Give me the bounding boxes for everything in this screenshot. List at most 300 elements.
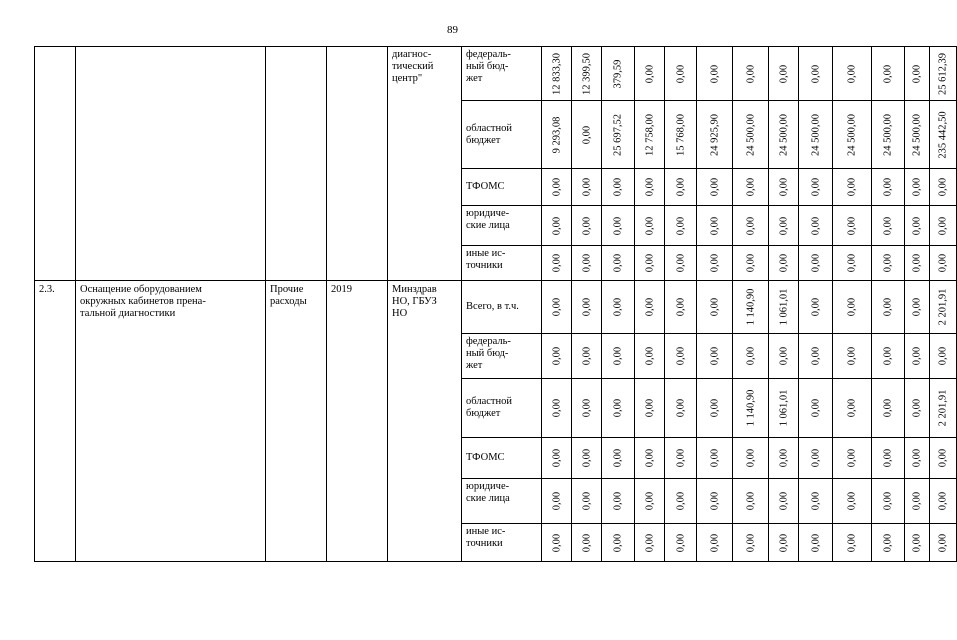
source-label: областной бюджет: [466, 396, 512, 419]
cell-value: 0,00: [846, 398, 858, 418]
source-cell: [462, 479, 542, 524]
cell-value: 0,00: [937, 346, 949, 366]
value-cell: [665, 206, 697, 246]
cell-value: 0,00: [745, 448, 756, 468]
cell-value: 0,00: [644, 177, 655, 197]
value-cell: [733, 281, 769, 334]
value-cell: [635, 524, 665, 562]
value-cell: [872, 246, 905, 281]
cell-value: 0,00: [778, 491, 789, 511]
value-cell: [872, 438, 905, 479]
expense-type: Прочие расходы: [270, 284, 307, 307]
cell-value: 0,00: [846, 491, 858, 511]
total-cell: [930, 246, 957, 281]
cell-value: 0,00: [709, 253, 720, 273]
block1-type-cell: [266, 47, 327, 281]
cell-value: 0,00: [911, 64, 923, 83]
value-cell: [665, 438, 697, 479]
cell-value: 0,00: [810, 448, 821, 468]
cell-value: 0,00: [709, 297, 720, 317]
cell-value: 0,00: [846, 216, 858, 235]
value-cell: [733, 334, 769, 379]
cell-value: 0,00: [937, 533, 949, 552]
value-cell: [635, 379, 665, 438]
total-cell: [930, 169, 957, 206]
value-cell: [799, 169, 833, 206]
item-type-cell: [266, 281, 327, 562]
cell-value: 0,00: [612, 533, 624, 552]
cell-value: 0,00: [551, 346, 562, 366]
cell-value: 0,00: [709, 533, 720, 552]
source-label: иные ис- точники: [466, 248, 506, 271]
cell-value: 1 061,01: [778, 389, 789, 427]
cell-value: 0,00: [581, 448, 592, 468]
value-cell: [833, 206, 872, 246]
cell-value: 0,00: [846, 533, 858, 552]
cell-value: 0,00: [810, 398, 821, 418]
value-cell: [905, 379, 930, 438]
source-cell: [462, 524, 542, 562]
cell-value: 0,00: [778, 533, 789, 552]
total-cell: [930, 206, 957, 246]
value-cell: [665, 101, 697, 169]
value-cell: [799, 524, 833, 562]
value-cell: [542, 169, 572, 206]
value-cell: [733, 169, 769, 206]
value-cell: [635, 169, 665, 206]
cell-value: 1 061,01: [778, 288, 789, 326]
value-cell: [872, 479, 905, 524]
value-cell: [542, 479, 572, 524]
cell-value: 379,59: [612, 59, 624, 88]
value-cell: [733, 206, 769, 246]
value-cell: [542, 524, 572, 562]
value-cell: [542, 206, 572, 246]
cell-value: 0,00: [846, 64, 858, 83]
value-cell: [872, 524, 905, 562]
cell-value: 0,00: [745, 533, 756, 552]
table-row: [35, 47, 957, 101]
value-cell: [733, 524, 769, 562]
item-executor-cell: [388, 281, 462, 562]
value-cell: [635, 47, 665, 101]
cell-value: 0,00: [778, 177, 789, 197]
source-label: ТФОМС: [466, 452, 505, 463]
total-cell: [930, 334, 957, 379]
cell-value: 0,00: [745, 491, 756, 511]
cell-value: 0,00: [846, 253, 858, 273]
cell-value: 0,00: [612, 297, 624, 317]
value-cell: [665, 334, 697, 379]
source-label: областной бюджет: [466, 122, 512, 146]
cell-value: 0,00: [644, 448, 655, 468]
funding-table: [34, 46, 957, 562]
cell-value: 1 140,90: [745, 389, 756, 427]
value-cell: [665, 524, 697, 562]
cell-value: 0,00: [911, 216, 923, 235]
total-cell: [930, 438, 957, 479]
item-number: 2.3.: [39, 284, 55, 295]
cell-value: 0,00: [675, 398, 686, 418]
cell-value: 15 768,00: [675, 113, 686, 156]
cell-value: 1 140,90: [745, 288, 756, 326]
value-cell: [697, 246, 733, 281]
cell-value: 2 201,91: [937, 389, 949, 427]
cell-value: 0,00: [581, 491, 592, 511]
value-cell: [769, 206, 799, 246]
source-cell: [462, 206, 542, 246]
cell-value: 0,00: [911, 398, 923, 418]
cell-value: 0,00: [882, 297, 894, 317]
cell-value: 0,00: [612, 177, 624, 197]
value-cell: [769, 524, 799, 562]
source-cell: [462, 281, 542, 334]
value-cell: [602, 479, 635, 524]
total-cell: [930, 101, 957, 169]
cell-value: 12 833,30: [551, 52, 562, 95]
value-cell: [697, 281, 733, 334]
cell-value: 0,00: [644, 346, 655, 366]
cell-value: 12 399,50: [581, 52, 592, 95]
cell-value: 0,00: [937, 216, 949, 235]
value-cell: [733, 479, 769, 524]
value-cell: [833, 438, 872, 479]
org-name-tail: диагнос- тический центр": [392, 49, 434, 84]
value-cell: [635, 479, 665, 524]
value-cell: [665, 169, 697, 206]
cell-value: 0,00: [709, 491, 720, 511]
value-cell: [572, 246, 602, 281]
cell-value: 0,00: [911, 448, 923, 468]
cell-value: 0,00: [911, 177, 923, 197]
value-cell: [635, 246, 665, 281]
cell-value: 2 201,91: [937, 288, 949, 326]
value-cell: [602, 169, 635, 206]
value-cell: [665, 281, 697, 334]
value-cell: [905, 206, 930, 246]
cell-value: 0,00: [882, 346, 894, 366]
value-cell: [769, 334, 799, 379]
cell-value: 0,00: [810, 491, 821, 511]
cell-value: 0,00: [675, 216, 686, 235]
value-cell: [769, 479, 799, 524]
cell-value: 24 925,90: [709, 113, 720, 156]
value-cell: [542, 101, 572, 169]
cell-value: 0,00: [810, 177, 821, 197]
cell-value: 0,00: [644, 297, 655, 317]
cell-value: 0,00: [581, 177, 592, 197]
value-cell: [697, 101, 733, 169]
cell-value: 0,00: [551, 491, 562, 511]
cell-value: 0,00: [911, 533, 923, 552]
cell-value: 0,00: [551, 448, 562, 468]
cell-value: 0,00: [581, 297, 592, 317]
value-cell: [872, 334, 905, 379]
cell-value: 0,00: [745, 253, 756, 273]
cell-value: 0,00: [644, 253, 655, 273]
cell-value: 0,00: [709, 177, 720, 197]
value-cell: [905, 524, 930, 562]
value-cell: [635, 101, 665, 169]
cell-value: 0,00: [745, 177, 756, 197]
cell-value: 0,00: [551, 177, 562, 197]
total-cell: [930, 281, 957, 334]
cell-value: 0,00: [612, 253, 624, 273]
value-cell: [697, 206, 733, 246]
value-cell: [665, 246, 697, 281]
value-cell: [872, 281, 905, 334]
cell-value: 0,00: [581, 398, 592, 418]
value-cell: [872, 379, 905, 438]
value-cell: [799, 438, 833, 479]
value-cell: [733, 246, 769, 281]
value-cell: [572, 47, 602, 101]
cell-value: 0,00: [612, 346, 624, 366]
value-cell: [572, 524, 602, 562]
block1-year-cell: [327, 47, 388, 281]
cell-value: 24 500,00: [810, 113, 821, 156]
cell-value: 0,00: [709, 64, 720, 83]
cell-value: 0,00: [778, 216, 789, 235]
cell-value: 0,00: [581, 253, 592, 273]
cell-value: 0,00: [612, 398, 624, 418]
value-cell: [799, 479, 833, 524]
value-cell: [799, 334, 833, 379]
value-cell: [697, 438, 733, 479]
cell-value: 0,00: [937, 448, 949, 468]
cell-value: 0,00: [882, 64, 894, 83]
value-cell: [733, 101, 769, 169]
table-row: [35, 281, 957, 334]
cell-value: 0,00: [810, 533, 821, 552]
value-cell: [905, 281, 930, 334]
cell-value: 0,00: [911, 491, 923, 511]
source-cell: [462, 246, 542, 281]
value-cell: [769, 281, 799, 334]
cell-value: 0,00: [551, 253, 562, 273]
cell-value: 0,00: [810, 346, 821, 366]
value-cell: [872, 47, 905, 101]
cell-value: 0,00: [675, 177, 686, 197]
value-cell: [602, 281, 635, 334]
cell-value: 0,00: [882, 253, 894, 273]
cell-value: 0,00: [911, 253, 923, 273]
cell-value: 0,00: [709, 346, 720, 366]
item-year: 2019: [331, 284, 352, 295]
cell-value: 0,00: [846, 297, 858, 317]
value-cell: [799, 101, 833, 169]
source-cell: [462, 47, 542, 101]
value-cell: [665, 479, 697, 524]
cell-value: 0,00: [675, 491, 686, 511]
cell-value: 0,00: [846, 346, 858, 366]
source-cell: [462, 379, 542, 438]
value-cell: [872, 101, 905, 169]
cell-value: 0,00: [644, 533, 655, 552]
item-year-cell: [327, 281, 388, 562]
value-cell: [602, 379, 635, 438]
item-number-cell: [35, 281, 76, 562]
cell-value: 0,00: [675, 297, 686, 317]
value-cell: [833, 524, 872, 562]
cell-value: 0,00: [612, 216, 624, 235]
cell-value: 25 697,52: [612, 113, 624, 156]
cell-value: 0,00: [551, 533, 562, 552]
cell-value: 0,00: [644, 398, 655, 418]
cell-value: 0,00: [745, 346, 756, 366]
value-cell: [635, 334, 665, 379]
value-cell: [572, 334, 602, 379]
value-cell: [572, 379, 602, 438]
block1-number-cell: [35, 47, 76, 281]
cell-value: 24 500,00: [745, 113, 756, 156]
value-cell: [833, 479, 872, 524]
cell-value: 24 500,00: [778, 113, 789, 156]
value-cell: [905, 334, 930, 379]
value-cell: [602, 438, 635, 479]
value-cell: [542, 379, 572, 438]
cell-value: 0,00: [709, 448, 720, 468]
value-cell: [799, 206, 833, 246]
cell-value: 0,00: [612, 448, 624, 468]
source-label: федераль- ный бюд- жет: [466, 336, 511, 371]
value-cell: [542, 334, 572, 379]
value-cell: [602, 524, 635, 562]
source-label: Всего, в т.ч.: [466, 301, 519, 312]
cell-value: 24 500,00: [846, 113, 858, 156]
source-label: ТФОМС: [466, 181, 505, 192]
value-cell: [833, 47, 872, 101]
cell-value: 12 758,00: [644, 113, 655, 156]
value-cell: [542, 47, 572, 101]
value-cell: [905, 438, 930, 479]
value-cell: [697, 524, 733, 562]
cell-value: 0,00: [846, 177, 858, 197]
value-cell: [697, 47, 733, 101]
value-cell: [799, 379, 833, 438]
cell-value: 0,00: [675, 448, 686, 468]
value-cell: [602, 246, 635, 281]
cell-value: 0,00: [551, 398, 562, 418]
cell-value: 0,00: [581, 346, 592, 366]
cell-value: 0,00: [778, 346, 789, 366]
total-cell: [930, 479, 957, 524]
value-cell: [833, 101, 872, 169]
value-cell: [697, 334, 733, 379]
cell-value: 0,00: [911, 297, 923, 317]
value-cell: [542, 281, 572, 334]
cell-value: 0,00: [778, 64, 789, 83]
page-number: 89: [447, 24, 458, 36]
value-cell: [665, 379, 697, 438]
value-cell: [833, 281, 872, 334]
cell-value: 0,00: [709, 398, 720, 418]
value-cell: [769, 169, 799, 206]
value-cell: [769, 47, 799, 101]
value-cell: [572, 438, 602, 479]
total-cell: [930, 47, 957, 101]
value-cell: [905, 169, 930, 206]
value-cell: [542, 246, 572, 281]
value-cell: [572, 101, 602, 169]
cell-value: 0,00: [675, 253, 686, 273]
cell-value: 0,00: [581, 533, 592, 552]
cell-value: 0,00: [778, 448, 789, 468]
value-cell: [602, 101, 635, 169]
value-cell: [905, 101, 930, 169]
value-cell: [769, 101, 799, 169]
cell-value: 0,00: [882, 216, 894, 235]
cell-value: 0,00: [882, 398, 894, 418]
value-cell: [799, 281, 833, 334]
cell-value: 0,00: [551, 297, 562, 317]
cell-value: 0,00: [810, 253, 821, 273]
cell-value: 0,00: [644, 64, 655, 83]
cell-value: 24 500,00: [911, 113, 923, 156]
value-cell: [572, 169, 602, 206]
value-cell: [635, 281, 665, 334]
value-cell: [697, 479, 733, 524]
cell-value: 0,00: [745, 64, 756, 83]
value-cell: [572, 206, 602, 246]
value-cell: [799, 246, 833, 281]
block1-name-cell: [76, 47, 266, 281]
value-cell: [602, 334, 635, 379]
source-label: иные ис- точники: [466, 526, 506, 549]
total-cell: [930, 524, 957, 562]
cell-value: 0,00: [911, 346, 923, 366]
value-cell: [833, 246, 872, 281]
cell-value: 0,00: [810, 64, 821, 83]
cell-value: 0,00: [581, 125, 592, 144]
cell-value: 0,00: [745, 216, 756, 235]
value-cell: [769, 379, 799, 438]
source-label: юридиче- ские лица: [466, 208, 510, 231]
value-cell: [733, 379, 769, 438]
value-cell: [635, 438, 665, 479]
value-cell: [799, 47, 833, 101]
value-cell: [572, 479, 602, 524]
cell-value: 0,00: [937, 177, 949, 197]
value-cell: [769, 438, 799, 479]
value-cell: [833, 334, 872, 379]
cell-value: 0,00: [778, 253, 789, 273]
value-cell: [572, 281, 602, 334]
item-name: Оснащение оборудованием окружных кабинетов прена- тальной диагностики: [80, 284, 206, 319]
cell-value: 0,00: [882, 177, 894, 197]
value-cell: [697, 169, 733, 206]
value-cell: [665, 47, 697, 101]
source-cell: [462, 101, 542, 169]
cell-value: 0,00: [882, 533, 894, 552]
cell-value: 0,00: [675, 533, 686, 552]
cell-value: 0,00: [551, 216, 562, 235]
cell-value: 0,00: [810, 297, 821, 317]
value-cell: [697, 379, 733, 438]
value-cell: [872, 206, 905, 246]
source-label: федераль- ный бюд- жет: [466, 49, 511, 84]
value-cell: [905, 246, 930, 281]
executor: Минздрав НО, ГБУЗ НО: [392, 284, 437, 319]
source-cell: [462, 438, 542, 479]
cell-value: 0,00: [882, 448, 894, 468]
value-cell: [542, 438, 572, 479]
value-cell: [905, 479, 930, 524]
block1-executor-cell: [388, 47, 462, 281]
source-cell: [462, 334, 542, 379]
value-cell: [833, 169, 872, 206]
value-cell: [602, 47, 635, 101]
